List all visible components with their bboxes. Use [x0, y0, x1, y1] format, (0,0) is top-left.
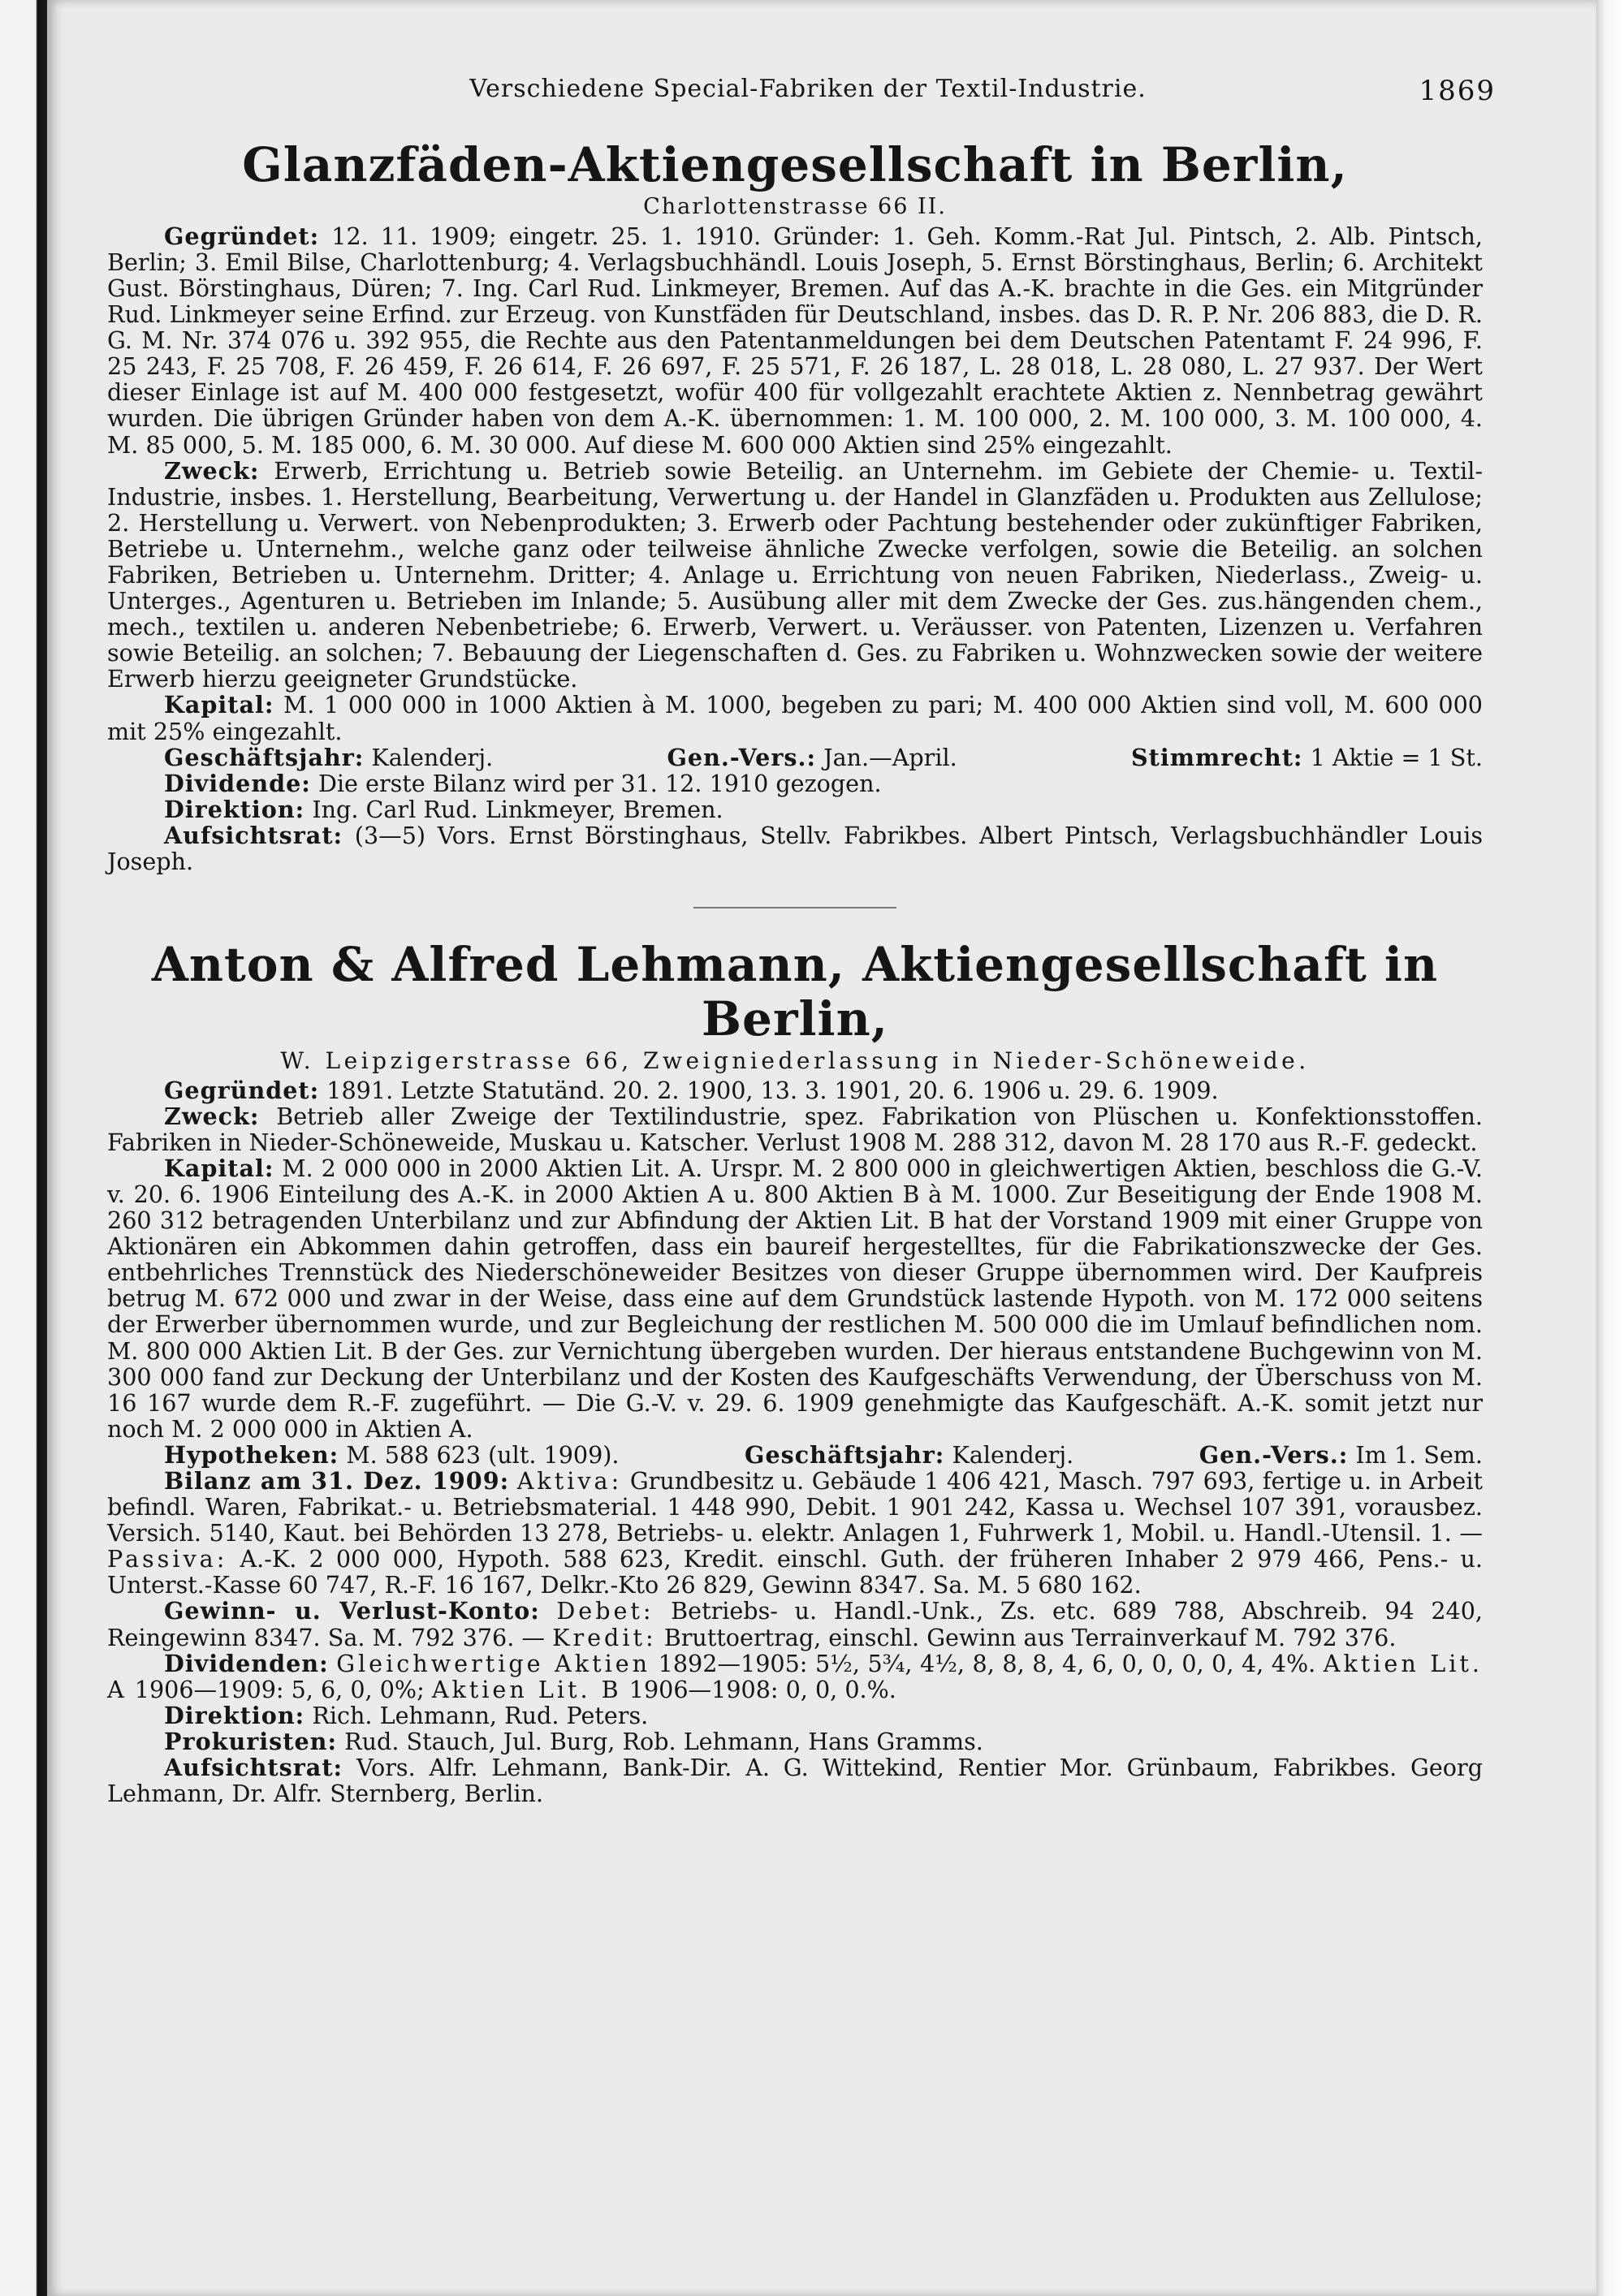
text-genvers: Jan.—April.	[823, 743, 957, 771]
label-genvers: Gen.-Vers.:	[667, 743, 817, 771]
text-aufsichtsrat: (3—5) Vors. Ernst Börstinghaus, Stellv. Fabrikbes. Albert Pintsch, Verlagsbuchhändler Louis Joseph.	[107, 821, 1484, 876]
section-dividenden	[107, 1651, 1483, 1703]
text-direktion: Ing. Carl Rud. Linkmeyer, Bremen.	[312, 795, 723, 823]
text-zweck: Betrieb aller Zweige der Textilindustrie, spez. Fabrikation von Plüschen u. Konfektionsstoffen. Fabriken in Nieder-Schöneweide, Muskau u. Katscher. Verlust 1908 M. 288 312, davon M. 28 170 aus R.-F. gedeckt.	[107, 1102, 1483, 1156]
text-gegruendet: 12. 11. 1909; eingetr. 25. 1. 1910. Gründer: 1. Geh. Komm.-Rat Jul. Pintsch, 2. Alb. Pintsch, Berlin; 3. Emil Bilse, Charlottenburg; 4. Verlagsbuchhändl. Louis Joseph, 5. Ernst Börstinghaus, Berlin; 6. Architekt Gust. Börstinghaus, Düren; 7. Ing. Carl Rud. Linkmeyer, Bremen. Auf das A.-K. brachte in die Ges. ein Mitgründer Rud. Linkmeyer seine Erfind. zur Erzeug. von Kunstfäden für Deutschland, insbes. das D. R. P. Nr. 206 883, die D. R. G. M. Nr. 374 076 u. 392 955, die Rechte aus den Patentanmeldungen bei dem Deutschen Patentamt F. 24 996, F. 25 243, F. 25 708, F. 26 459, F. 26 614, F. 26 697, F. 25 571, F. 26 187, L. 28 018, L. 28 080, L. 27 937. Der Wert dieser Einlage ist auf M. 400 000 festgesetzt, wofür 400 für vollgezahlt erachtete Aktien z. Nennbetrag gewährt wurden. Die übrigen Gründer haben von dem A.-K. übernommen: 1. M. 100 000, 2. M. 100 000, 3. M. 100 000, 4. M. 85 000, 5. M. 185 000, 6. M. 30 000. Auf diese M. 600 000 Aktien sind 25% eingezahlt.	[107, 222, 1484, 459]
label-geschaeftsjahr: Geschäftsjahr:	[164, 743, 365, 771]
text-prokuristen: Rud. Stauch, Jul. Burg, Rob. Lehmann, Hans Gramms.	[344, 1727, 983, 1755]
label-aktien-lit-a: Aktien Lit. A	[107, 1649, 1483, 1703]
entry-lehmann	[107, 938, 1483, 1806]
running-title: Verschiedene Special-Fabriken der Textil-Industrie.	[469, 75, 1147, 103]
text-gleichwertige-aktien: 1892—1905: 5½, 5¾, 4½, 8, 8, 8, 4, 6, 0, 0, 0, 0, 4, 4%.	[658, 1649, 1316, 1677]
label-aufsichtsrat: Aufsichtsrat:	[164, 821, 343, 849]
text-aufsichtsrat: Vors. Alfr. Lehmann, Bank-Dir. A. G. Wittekind, Rentier Mor. Grünbaum, Fabrikbes. Georg Lehmann, Dr. Alfr. Sternberg, Berlin.	[107, 1754, 1483, 1808]
label-direktion: Direktion:	[164, 795, 305, 823]
section-bilanz	[107, 1468, 1483, 1598]
text-zweck: Erwerb, Errichtung u. Betrieb sowie Beteilig. an Unternehm. im Gebiete der Chemie- u. Textil-Industrie, insbes. 1. Herstellung, Bearbeitung, Verwertung u. der Handel in Glanzfäden u. Produkten aus Zellulose; 2. Herstellung u. Verwert. von Nebenprodukten; 3. Erwerb oder Pachtung bestehender oder zukünftiger Fabriken, Betriebe u. Unternehm., welche ganz oder teilweise ähnliche Zwecke verfolgen, sowie die Beteilig. an solchen Fabriken, Betrieben u. Unternehm. Dritter; 4. Anlage u. Errichtung von neuen Fabriken, Niederlass., Zweig- u. Unterges., Agenturen u. Betrieben im Inlande; 5. Ausübung aller mit dem Zwecke der Ges. zus.hängenden chem., mech., textilen u. anderen Nebenbetriebe; 6. Erwerb, Verwert. u. Veräusser. von Patenten, Lizenzen u. Verfahren sowie Beteilig. an solchen; 7. Bebauung der Liegenschaften d. Ges. zu Fabriken u. Wohnzwecken sowie der weitere Erwerb hierzu geeigneter Grundstücke.	[107, 456, 1483, 693]
row-hypotheken-geschaeftsjahr-genvers	[107, 1442, 1483, 1468]
company-address: W. Leipzigerstrasse 66, Zweigniederlassung in Nieder-Schöneweide.	[280, 1047, 1310, 1074]
label-prokuristen: Prokuristen:	[164, 1727, 338, 1755]
label-debet: Debet:	[556, 1597, 654, 1625]
text-debet: Betriebs- u. Handl.-Unk., Zs. etc. 689 788, Abschreib. 94 240, Reingewinn 8347. Sa. M. 792 376. —	[107, 1597, 1483, 1651]
text-kapital: M. 2 000 000 in 2000 Aktien Lit. A. Urspr. M. 2 800 000 in gleichwertigen Aktien, beschloss die G.-V. v. 20. 6. 1906 Einteilung des A.-K. in 2000 Aktien A u. 800 Aktien B à M. 1000. Zur Beseitigung der Ende 1908 M. 260 312 betragenden Unterbilanz und zur Abfindung der Aktien Lit. B hat der Vorstand 1909 mit einer Gruppe von Aktionären ein Abkommen dahin getroffen, dass ein baureif hergestelltes, für die Fabrikationszwecke der Ges. entbehrliches Trennstück des Niederschöneweider Besitzes von dieser Gruppe übernommen wird. Der Kaufpreis betrug M. 672 000 und zwar in der Weise, dass eine auf dem Grundstück lastende Hypoth. von M. 172 000 seitens der Erwerber übernommen wurde, und zur Begleichung der restlichen M. 500 000 die im Umlauf befindlichen nom. M. 800 000 Aktien Lit. B der Ges. zur Vernichtung übergeben wurden. Der hieraus entstandene Buchgewinn von M. 300 000 fand zur Deckung der Unterbilanz und der Kosten des Kaufgeschäfts Verwendung, der Überschuss von M. 16 167 wurde dem R.-F. zugeführt. — Die G.-V. v. 29. 6. 1909 genehmigte das Kaufgeschäft. A.-K. somit jetzt nur noch M. 2 000 000 in Aktien A.	[107, 1154, 1484, 1443]
text-genvers: Im 1. Sem.	[1355, 1440, 1483, 1469]
section-aufsichtsrat	[107, 1754, 1483, 1806]
text-aktiva: Grundbesitz u. Gebäude 1 406 421, Masch. 797 693, fertige u. in Arbeit befindl. Waren, Fabrikat.- u. Betriebsmaterial. 1 448 990, Debit. 1 901 242, Kassa u. Wechsel 107 391, vorausbez. Versich. 5140, Kaut. bei Behörden 13 278, Betriebs- u. elektr. Anlagen 1, Fuhrwerk 1, Mobil. u. Handl.-Utensil. 1. —	[107, 1467, 1483, 1547]
label-passiva: Passiva:	[107, 1545, 228, 1573]
page-content	[107, 75, 1483, 1806]
label-aktiva: Aktiva:	[516, 1467, 623, 1495]
section-gegruendet	[107, 1077, 1483, 1103]
page-number: 1869	[1419, 75, 1496, 107]
section-stimmrecht	[1131, 744, 1483, 770]
text-geschaeftsjahr: Kalenderj.	[952, 1440, 1074, 1469]
section-aufsichtsrat	[107, 822, 1483, 874]
section-dividende	[107, 770, 1483, 796]
section-gegruendet	[107, 223, 1483, 458]
section-genvers	[667, 744, 957, 770]
label-dividenden: Dividenden:	[164, 1649, 329, 1677]
label-zweck: Zweck:	[164, 456, 260, 485]
company-title: Anton & Alfred Lehmann, Aktiengesellschaft in Berlin,	[151, 937, 1439, 1047]
text-geschaeftsjahr: Kalenderj.	[371, 743, 494, 771]
text-dividende: Die erste Bilanz wird per 31. 12. 1910 gezogen.	[317, 769, 882, 797]
entry-glanzfaeden	[107, 138, 1483, 874]
text-stimmrecht: 1 Aktie = 1 St.	[1310, 743, 1483, 771]
label-gleichwertige-aktien: Gleichwertige Aktien	[336, 1649, 651, 1677]
text-kredit: Bruttoertrag, einschl. Gewinn aus Terrainverkauf M. 792 376.	[663, 1623, 1397, 1651]
section-prokuristen	[107, 1728, 1483, 1754]
label-stimmrecht: Stimmrecht:	[1131, 743, 1303, 771]
text-kapital: M. 1 000 000 in 1000 Aktien à M. 1000, begeben zu pari; M. 400 000 Aktien sind voll, M. 600 000 mit 25% eingezahlt.	[107, 691, 1483, 745]
text-passiva: A.-K. 2 000 000, Hypoth. 588 623, Kredit. einschl. Guth. der früheren Inhaber 2 979 466, Pens.- u. Unterst.-Kasse 60 747, R.-F. 16 167, Delkr.-Kto 26 829, Gewinn 8347. Sa. M. 5 680 162.	[107, 1545, 1484, 1599]
label-kredit: Kredit:	[552, 1623, 657, 1651]
text-direktion: Rich. Lehmann, Rud. Peters.	[312, 1701, 649, 1729]
label-kapital: Kapital:	[164, 1154, 274, 1182]
section-zweck	[107, 1103, 1483, 1155]
entry-divider	[693, 907, 896, 908]
section-zweck	[107, 458, 1483, 693]
label-hypotheken: Hypotheken:	[164, 1440, 339, 1469]
label-gegruendet: Gegründet:	[164, 222, 320, 250]
company-title: Glanzfäden-Aktiengesellschaft in Berlin,	[242, 137, 1348, 192]
label-aufsichtsrat: Aufsichtsrat:	[164, 1754, 343, 1782]
section-kapital	[107, 1155, 1483, 1442]
section-direktion	[107, 796, 1483, 822]
label-gewinn-verlust: Gewinn- u. Verlust-Konto:	[164, 1597, 540, 1625]
text-aktien-lit-a: 1906—1909: 5, 6, 0, 0%;	[134, 1675, 425, 1703]
text-gegruendet: 1891. Letzte Statutänd. 20. 2. 1900, 13. 3. 1901, 20. 6. 1906 u. 29. 6. 1909.	[326, 1076, 1219, 1104]
label-aktien-lit-b: Aktien Lit. B	[431, 1675, 622, 1703]
text-hypotheken: M. 588 623 (ult. 1909).	[346, 1440, 620, 1469]
label-gegruendet: Gegründet:	[164, 1076, 320, 1104]
section-geschaeftsjahr	[164, 744, 493, 770]
section-direktion	[107, 1703, 1483, 1728]
section-hypotheken	[164, 1442, 620, 1468]
label-zweck: Zweck:	[164, 1102, 260, 1130]
label-direktion: Direktion:	[164, 1701, 305, 1729]
text-aktien-lit-b: 1906—1908: 0, 0, 0.%.	[628, 1675, 896, 1703]
section-geschaeftsjahr	[745, 1442, 1073, 1468]
section-genvers	[1199, 1442, 1483, 1468]
right-page-edge	[1596, 0, 1624, 2296]
label-dividende: Dividende:	[164, 769, 311, 797]
section-gewinn-verlust	[107, 1598, 1483, 1650]
label-genvers: Gen.-Vers.:	[1199, 1440, 1349, 1469]
left-page-edge	[0, 0, 47, 2296]
label-kapital: Kapital:	[164, 691, 274, 719]
label-geschaeftsjahr: Geschäftsjahr:	[745, 1440, 945, 1469]
section-kapital	[107, 692, 1483, 744]
book-page	[47, 0, 1596, 2296]
label-bilanz: Bilanz am 31. Dez. 1909:	[164, 1467, 510, 1495]
company-address: Charlottenstrasse 66 II.	[643, 193, 947, 219]
row-geschaeftsjahr-genvers-stimmrecht	[107, 744, 1483, 770]
